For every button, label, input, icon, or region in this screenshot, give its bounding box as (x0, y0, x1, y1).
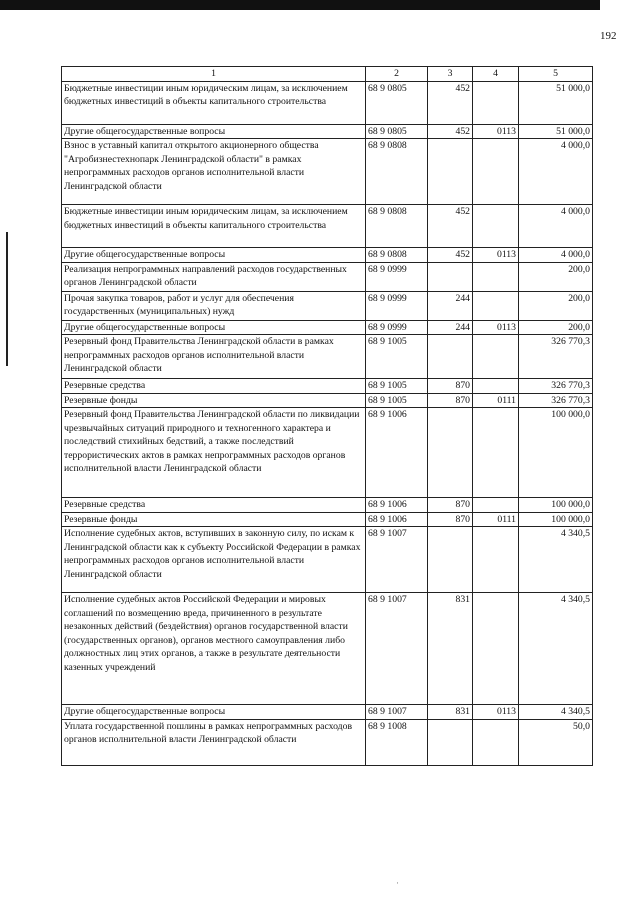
row-csr-cell: 68 9 0999 (366, 291, 428, 320)
row-name-cell: Реализация непрограммных направлений расходов государственных органов Ленинградской области (62, 262, 366, 291)
table-row (62, 705, 593, 720)
row-sum-cell: 100 000,0 (519, 498, 593, 513)
row-vr-cell: 870 (428, 379, 473, 394)
row-name-cell: Резервные средства (62, 498, 366, 513)
row-rz-cell: 0111 (473, 393, 519, 408)
row-vr-cell: 870 (428, 393, 473, 408)
row-rz-cell (473, 81, 519, 124)
row-sum-cell: 4 000,0 (519, 248, 593, 263)
row-csr-cell: 68 9 1006 (366, 498, 428, 513)
row-csr-cell: 68 9 0808 (366, 205, 428, 248)
row-rz-cell (473, 262, 519, 291)
row-sum-cell: 326 770,3 (519, 379, 593, 394)
row-rz-cell: 0113 (473, 124, 519, 139)
row-vr-cell: 452 (428, 124, 473, 139)
row-sum-cell: 326 770,3 (519, 335, 593, 379)
row-csr-cell: 68 9 0999 (366, 320, 428, 335)
row-csr-cell: 68 9 1005 (366, 335, 428, 379)
header-cell: 2 (366, 67, 428, 82)
row-csr-cell: 68 9 0805 (366, 81, 428, 124)
row-csr-cell: 68 9 1006 (366, 512, 428, 527)
row-sum-cell: 51 000,0 (519, 81, 593, 124)
row-vr-cell (428, 262, 473, 291)
table-row (62, 379, 593, 394)
table-row (62, 291, 593, 320)
row-vr-cell: 452 (428, 81, 473, 124)
header-cell: 3 (428, 67, 473, 82)
margin-mark (6, 232, 8, 366)
row-vr-cell (428, 335, 473, 379)
table-header-row (62, 67, 593, 82)
row-name-cell: Бюджетные инвестиции иным юридическим лицам, за исключением бюджетных инвестиций в объекты капитального строительства (62, 81, 366, 124)
row-csr-cell: 68 9 0999 (366, 262, 428, 291)
row-vr-cell: 870 (428, 498, 473, 513)
row-sum-cell: 4 000,0 (519, 139, 593, 205)
page-number: 192 (600, 30, 617, 42)
row-name-cell: Прочая закупка товаров, работ и услуг для обеспечения государственных (муниципальных) нужд (62, 291, 366, 320)
row-name-cell: Другие общегосударственные вопросы (62, 248, 366, 263)
row-csr-cell: 68 9 1008 (366, 719, 428, 765)
row-rz-cell (473, 593, 519, 705)
row-sum-cell: 51 000,0 (519, 124, 593, 139)
row-csr-cell: 68 9 0805 (366, 124, 428, 139)
row-name-cell: Другие общегосударственные вопросы (62, 705, 366, 720)
row-sum-cell: 100 000,0 (519, 408, 593, 498)
row-name-cell: Резервные фонды (62, 393, 366, 408)
row-sum-cell: 50,0 (519, 719, 593, 765)
row-name-cell: Исполнение судебных актов, вступивших в законную силу, по искам к Ленинградской области как к субъекту Российской Федерации в рамках непрограммных расходов органов исполнительной власти Ленинградской области (62, 527, 366, 593)
table-row (62, 205, 593, 248)
row-csr-cell: 68 9 1005 (366, 393, 428, 408)
row-name-cell: Другие общегосударственные вопросы (62, 320, 366, 335)
row-vr-cell: 452 (428, 205, 473, 248)
row-name-cell: Уплата государственной пошлины в рамках непрограммных расходов органов исполнительной власти Ленинградской области (62, 719, 366, 765)
row-name-cell: Резервный фонд Правительства Ленинградской области в рамках непрограммных расходов органов исполнительной власти Ленинградской области (62, 335, 366, 379)
table-row (62, 719, 593, 765)
row-name-cell: Другие общегосударственные вопросы (62, 124, 366, 139)
row-vr-cell (428, 408, 473, 498)
table-row (62, 262, 593, 291)
row-vr-cell (428, 719, 473, 765)
table-body (62, 67, 593, 766)
row-csr-cell: 68 9 1007 (366, 705, 428, 720)
row-vr-cell (428, 527, 473, 593)
row-vr-cell: 831 (428, 593, 473, 705)
row-name-cell: Резервные средства (62, 379, 366, 394)
header-cell: 4 (473, 67, 519, 82)
row-vr-cell: 244 (428, 320, 473, 335)
row-rz-cell (473, 719, 519, 765)
row-csr-cell: 68 9 1006 (366, 408, 428, 498)
row-rz-cell (473, 498, 519, 513)
table-row (62, 408, 593, 498)
row-sum-cell: 200,0 (519, 320, 593, 335)
row-sum-cell: 100 000,0 (519, 512, 593, 527)
row-name-cell: Исполнение судебных актов Российской Федерации и мировых соглашений по возмещению вреда, причиненного в результате незаконных действий (бездействия) органов государственной власти (государственных органов), органов местного самоуправления либо должностных лиц этих органов, а также в результате деятельности казенных учреждений (62, 593, 366, 705)
table-row (62, 527, 593, 593)
row-sum-cell: 200,0 (519, 262, 593, 291)
table-row (62, 248, 593, 263)
table-row (62, 498, 593, 513)
row-sum-cell: 4 340,5 (519, 593, 593, 705)
table-row (62, 124, 593, 139)
header-cell: 1 (62, 67, 366, 82)
row-csr-cell: 68 9 1007 (366, 527, 428, 593)
row-sum-cell: 4 340,5 (519, 527, 593, 593)
row-name-cell: Резервный фонд Правительства Ленинградской области по ликвидации чрезвычайных ситуаций природного и техногенного характера и последствий стихийных бедствий, а также последствий террористических актов в рамках непрограммных расходов органов исполнительной власти Ленинградской области (62, 408, 366, 498)
row-csr-cell: 68 9 1005 (366, 379, 428, 394)
row-csr-cell: 68 9 0808 (366, 248, 428, 263)
table-row (62, 512, 593, 527)
table-row (62, 335, 593, 379)
row-rz-cell (473, 408, 519, 498)
row-rz-cell (473, 379, 519, 394)
row-name-cell: Взнос в уставный капитал открытого акционерного общества "Агробизнестехнопарк Ленинградской области" в рамках непрограммных расходов органов исполнительной власти Ленинградской области (62, 139, 366, 205)
header-cell: 5 (519, 67, 593, 82)
row-rz-cell (473, 527, 519, 593)
row-rz-cell (473, 291, 519, 320)
table-row (62, 320, 593, 335)
row-sum-cell: 4 340,5 (519, 705, 593, 720)
row-rz-cell: 0111 (473, 512, 519, 527)
scan-artifact: · (396, 878, 399, 888)
row-vr-cell: 452 (428, 248, 473, 263)
row-vr-cell: 244 (428, 291, 473, 320)
table-row (62, 139, 593, 205)
row-vr-cell: 870 (428, 512, 473, 527)
row-csr-cell: 68 9 0808 (366, 139, 428, 205)
row-rz-cell: 0113 (473, 320, 519, 335)
table-row (62, 81, 593, 124)
row-sum-cell: 200,0 (519, 291, 593, 320)
row-name-cell: Бюджетные инвестиции иным юридическим лицам, за исключением бюджетных инвестиций в объекты капитального строительства (62, 205, 366, 248)
row-vr-cell: 831 (428, 705, 473, 720)
table-row (62, 393, 593, 408)
budget-table (61, 66, 593, 766)
row-name-cell: Резервные фонды (62, 512, 366, 527)
top-scan-border (0, 0, 600, 10)
row-rz-cell: 0113 (473, 705, 519, 720)
row-rz-cell: 0113 (473, 248, 519, 263)
row-rz-cell (473, 139, 519, 205)
row-sum-cell: 4 000,0 (519, 205, 593, 248)
row-vr-cell (428, 139, 473, 205)
row-csr-cell: 68 9 1007 (366, 593, 428, 705)
row-sum-cell: 326 770,3 (519, 393, 593, 408)
row-rz-cell (473, 335, 519, 379)
row-rz-cell (473, 205, 519, 248)
table-row (62, 593, 593, 705)
